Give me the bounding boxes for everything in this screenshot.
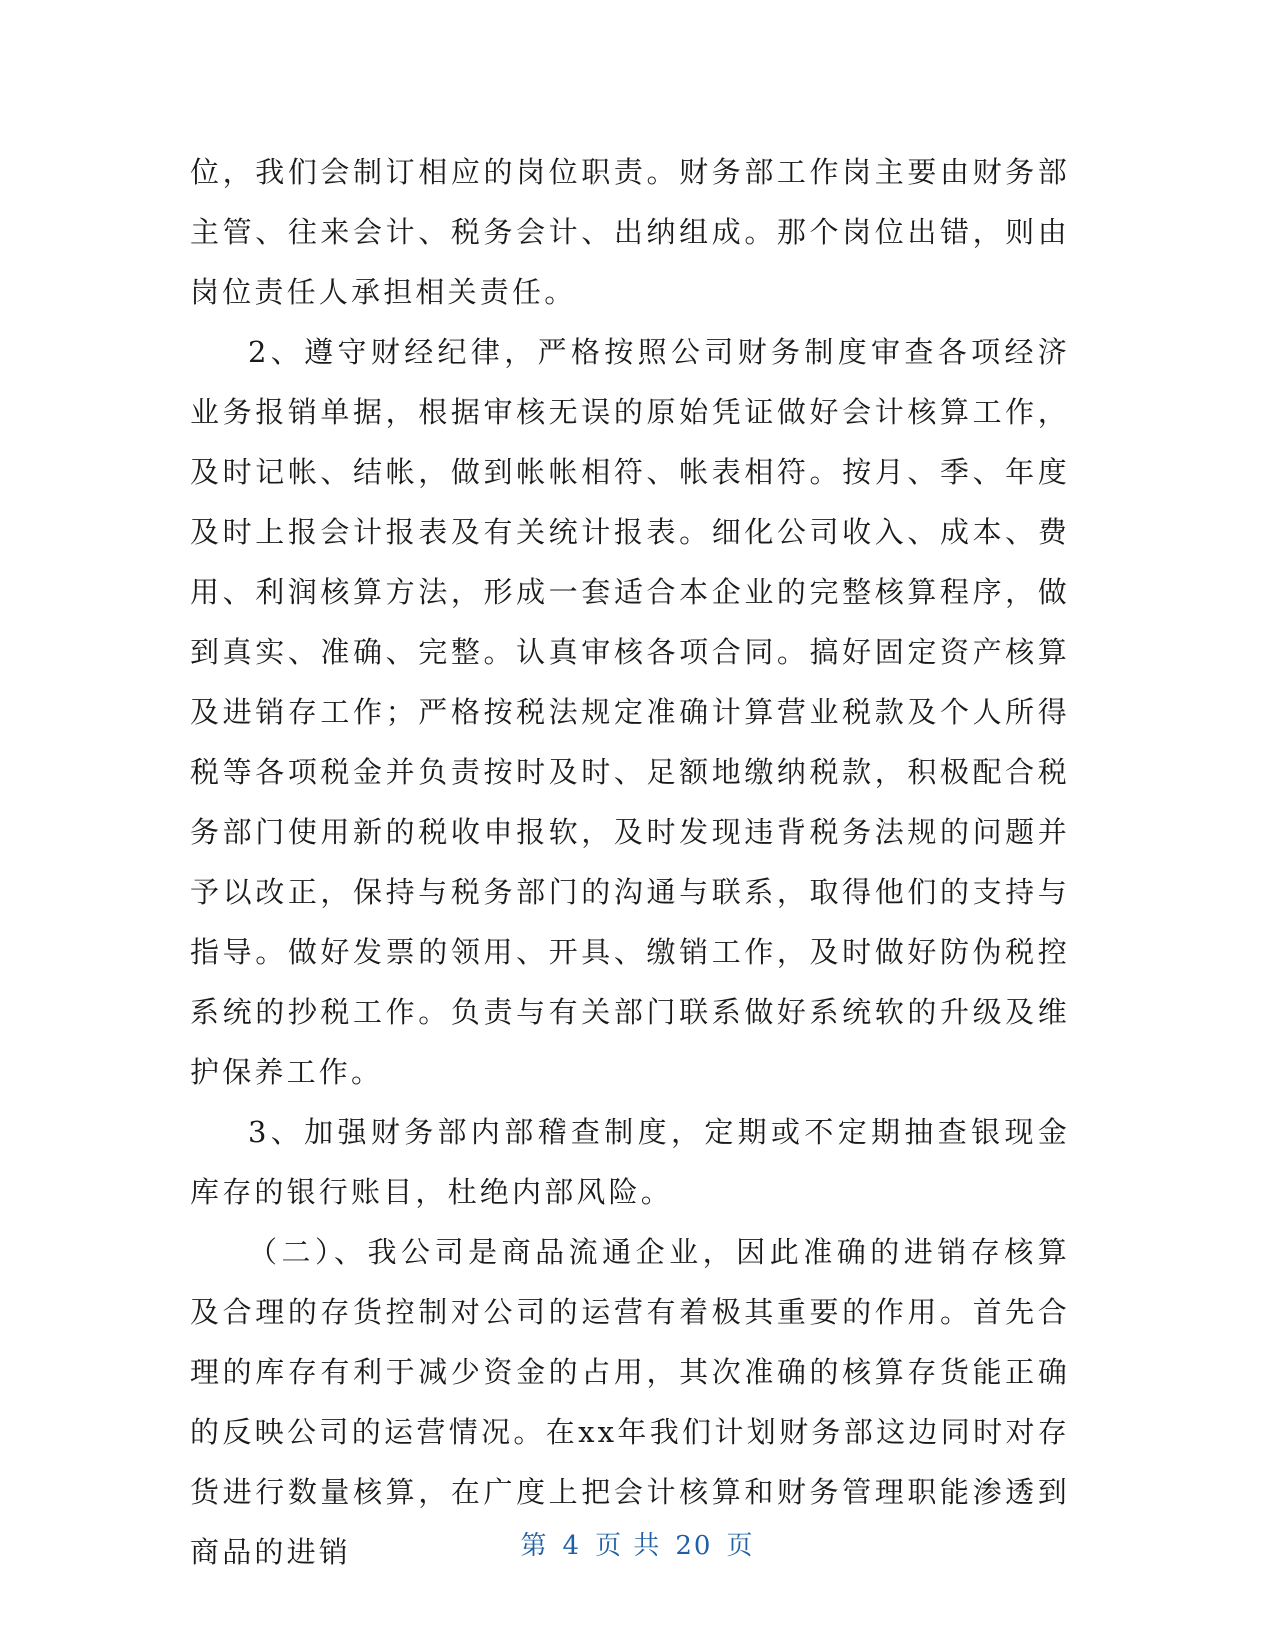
page-footer bbox=[0, 1525, 1275, 1562]
body-text bbox=[190, 142, 1070, 1582]
footer-total-pages: 20 bbox=[675, 1531, 713, 1561]
paragraph-4: （二）、我公司是商品流通企业，因此准确的进销存核算及合理的存货控制对公司的运营有着极其重要的作用。首先合理的库存有利于减少资金的占用，其次准确的核算存货能正确的反映公司的运营情况。在xx年我们计划财务部这边同时对存货进行数量核算，在广度上把会计核算和财务管理职能渗透到商品的进销 bbox=[190, 1235, 1070, 1569]
paragraph-3: 3、加强财务部内部稽查制度，定期或不定期抽查银现金库存的银行账目，杜绝内部风险。 bbox=[190, 1115, 1070, 1209]
footer-middle: 页 共 bbox=[595, 1531, 662, 1561]
footer-suffix: 页 bbox=[726, 1531, 755, 1561]
footer-prefix: 第 bbox=[520, 1531, 549, 1561]
footer-page-number: 4 bbox=[562, 1531, 582, 1561]
paragraph-2: 2、遵守财经纪律，严格按照公司财务制度审查各项经济业务报销单据，根据审核无误的原始凭证做好会计核算工作，及时记帐、结帐，做到帐帐相符、帐表相符。按月、季、年度及时上报会计报表及有关统计报表。细化公司收入、成本、费用、利润核算方法，形成一套适合本企业的完整核算程序，做到真实、准确、完整。认真审核各项合同。搞好固定资产核算及进销存工作；严格按税法规定准确计算营业税款及个人所得税等各项税金并负责按时及时、足额地缴纳税款，积极配合税务部门使用新的税收申报软，及时发现违背税务法规的问题并予以改正，保持与税务部门的沟通与联系，取得他们的支持与指导。做好发票的领用、开具、缴销工作，及时做好防伪税控系统的抄税工作。负责与有关部门联系做好系统软的升级及维护保养工作。 bbox=[190, 335, 1070, 1089]
paragraph-1: 位，我们会制订相应的岗位职责。财务部工作岗主要由财务部主管、往来会计、税务会计、出纳组成。那个岗位出错，则由岗位责任人承担相关责任。 bbox=[190, 155, 1070, 309]
